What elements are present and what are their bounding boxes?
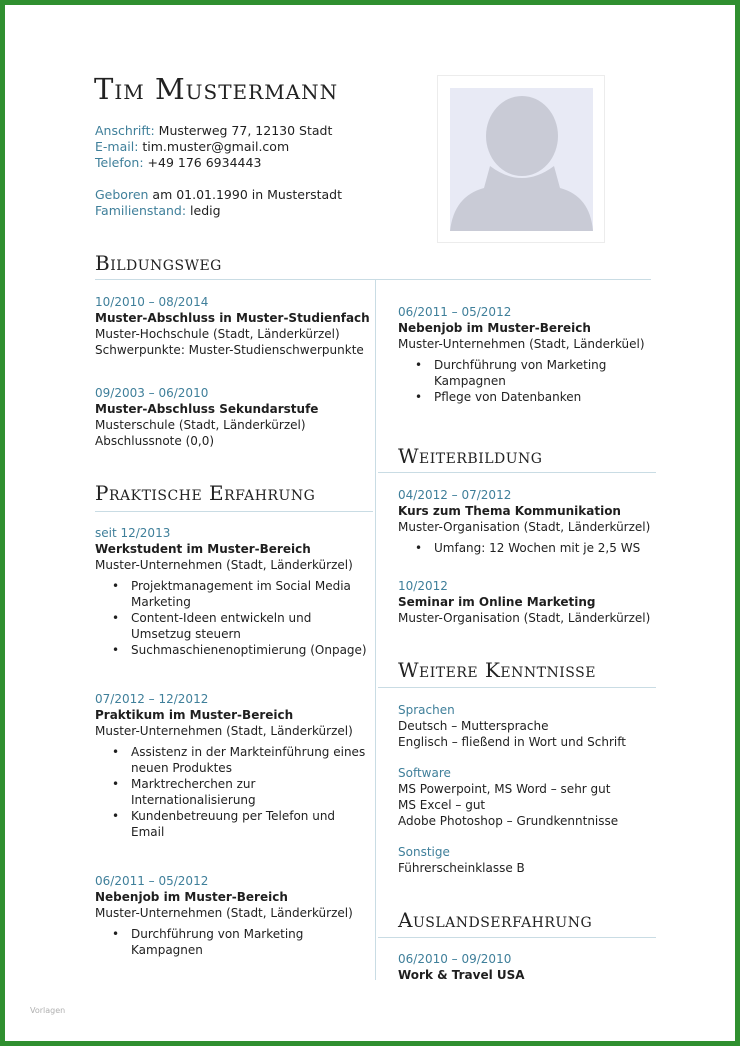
list-item: Kampagnen [131,943,203,957]
entry-date: 06/2010 – 09/2010 [398,952,512,966]
entry-date: 04/2012 – 07/2012 [398,488,512,502]
list-item: Kampagnen [434,374,506,388]
abroad-title: Auslandserfahrung [398,908,593,932]
entry-date: seit 12/2013 [95,526,171,540]
phone-label: Telefon: [95,155,144,170]
bullet-list [95,578,370,658]
entry-line: Muster-Unternehmen (Stadt, Länderkürzel) [95,724,353,738]
software-label: Software [398,766,451,780]
skill-line: MS Powerpoint, MS Word – sehr gut [398,782,611,796]
birth-label: Geboren [95,187,149,202]
list-item: • Suchmaschienenoptimierung (Onpage) [112,643,367,657]
entry-title: Seminar im Online Marketing [398,595,596,609]
phone-value: +49 176 6934443 [143,155,262,170]
entry-line: Muster-Unternehmen (Stadt, Länderkürzel) [95,906,353,920]
skills-title: Weitere Kenntnisse [398,658,596,682]
address-line [95,123,342,139]
abroad-rule [378,937,656,938]
job-entry [398,304,658,405]
education-entry [95,294,370,358]
experience-entry [95,691,370,840]
entry-title: Work & Travel USA [398,968,525,982]
bullet-list [398,357,658,405]
entry-title: Muster-Abschluss in Muster-Studienfach [95,311,370,325]
skills-block [398,702,658,876]
cv-name: Tim Mustermann [94,72,339,106]
list-item: Marketing [131,595,191,609]
entry-line: Muster-Organisation (Stadt, Länderkürzel) [398,611,651,625]
entry-line: Muster-Unternehmen (Stadt, Länderkürzel) [95,558,353,572]
email-value: tim.muster@gmail.com [138,139,290,154]
entry-date: 10/2010 – 08/2014 [95,295,209,309]
training-entry [398,578,658,626]
list-item: • Umfang: 12 Wochen mit je 2,5 WS [415,541,641,555]
birth-value: am 01.01.1990 in Musterstadt [148,187,342,202]
skill-line: Adobe Photoshop – Grundkenntnisse [398,814,619,828]
skill-line: MS Excel – gut [398,798,486,812]
training-title: Weiterbildung [398,444,543,468]
entry-title: Muster-Abschluss Sekundarstufe [95,402,319,416]
entry-title: Kurs zum Thema Kommunikation [398,504,621,518]
list-item: • Kundenbetreuung per Telefon und [112,809,336,823]
entry-date: 09/2003 – 06/2010 [95,386,209,400]
phone-line [95,155,342,171]
email-label: E-mail: [95,139,139,154]
photo-frame [437,75,605,243]
address-label: Anschrift: [95,123,155,138]
skill-line: Englisch – fließend in Wort und Schrift [398,735,626,749]
list-item: • Marktrecherchen zur [112,777,256,791]
bullet-list [95,926,370,958]
education-entry [95,385,370,449]
entry-title: Praktikum im Muster-Bereich [95,708,294,722]
birth-line [95,187,342,203]
experience-entry [95,525,370,658]
skill-line: Deutsch – Muttersprache [398,719,549,733]
entry-title: Werkstudent im Muster-Bereich [95,542,311,556]
marital-value: ledig [186,203,221,218]
contact-block [95,123,342,219]
list-item: • Content-Ideen entwickeln und [112,611,312,625]
entry-title: Nebenjob im Muster-Bereich [95,890,288,904]
email-line [95,139,342,155]
entry-date: 10/2012 [398,579,448,593]
education-title: Bildungsweg [95,251,222,275]
skills-rule [378,687,656,688]
list-item: • Durchführung von Marketing [112,927,304,941]
list-item: Internationalisierung [131,793,256,807]
education-rule [95,279,651,280]
experience-title: Praktische Erfahrung [95,481,316,505]
training-entry [398,487,658,556]
bullet-list [398,540,658,556]
list-item: neuen Produktes [131,761,232,775]
list-item: • Projektmanagement im Social Media [112,579,351,593]
address-value: Musterweg 77, 12130 Stadt [154,123,333,138]
entry-date: 06/2011 – 05/2012 [95,874,209,888]
entry-line: Schwerpunkte: Muster-Studienschwerpunkte [95,343,364,357]
entry-line: Muster-Unternehmen (Stadt, Länderküel) [398,337,645,351]
profile-photo-placeholder [450,88,593,231]
experience-entry [95,873,370,958]
entry-date: 07/2012 – 12/2012 [95,692,209,706]
entry-title: Nebenjob im Muster-Bereich [398,321,591,335]
entry-line: Muster-Organisation (Stadt, Länderkürzel) [398,520,651,534]
languages-label: Sprachen [398,703,455,717]
marital-line [95,203,342,219]
list-item: Email [131,825,165,839]
entry-line: Muster-Hochschule (Stadt, Länderkürzel) [95,327,340,341]
entry-line: Musterschule (Stadt, Länderkürzel) [95,418,306,432]
person-silhouette-icon [450,88,593,231]
list-item: Umsetzug steuern [131,627,241,641]
other-label: Sonstige [398,845,450,859]
footer-watermark: Vorlagen [30,1006,66,1015]
bullet-list [95,744,370,840]
experience-rule [95,511,373,512]
marital-label: Familienstand: [95,203,187,218]
list-item: • Pflege von Datenbanken [415,390,582,404]
abroad-entry [398,951,658,983]
list-item: • Assistenz in der Markteinführung eines [112,745,366,759]
entry-line: Abschlussnote (0,0) [95,434,215,448]
training-rule [378,472,656,473]
entry-date: 06/2011 – 05/2012 [398,305,512,319]
column-divider [375,280,376,980]
list-item: • Durchführung von Marketing [415,358,607,372]
skill-line: Führerscheinklasse B [398,861,525,875]
